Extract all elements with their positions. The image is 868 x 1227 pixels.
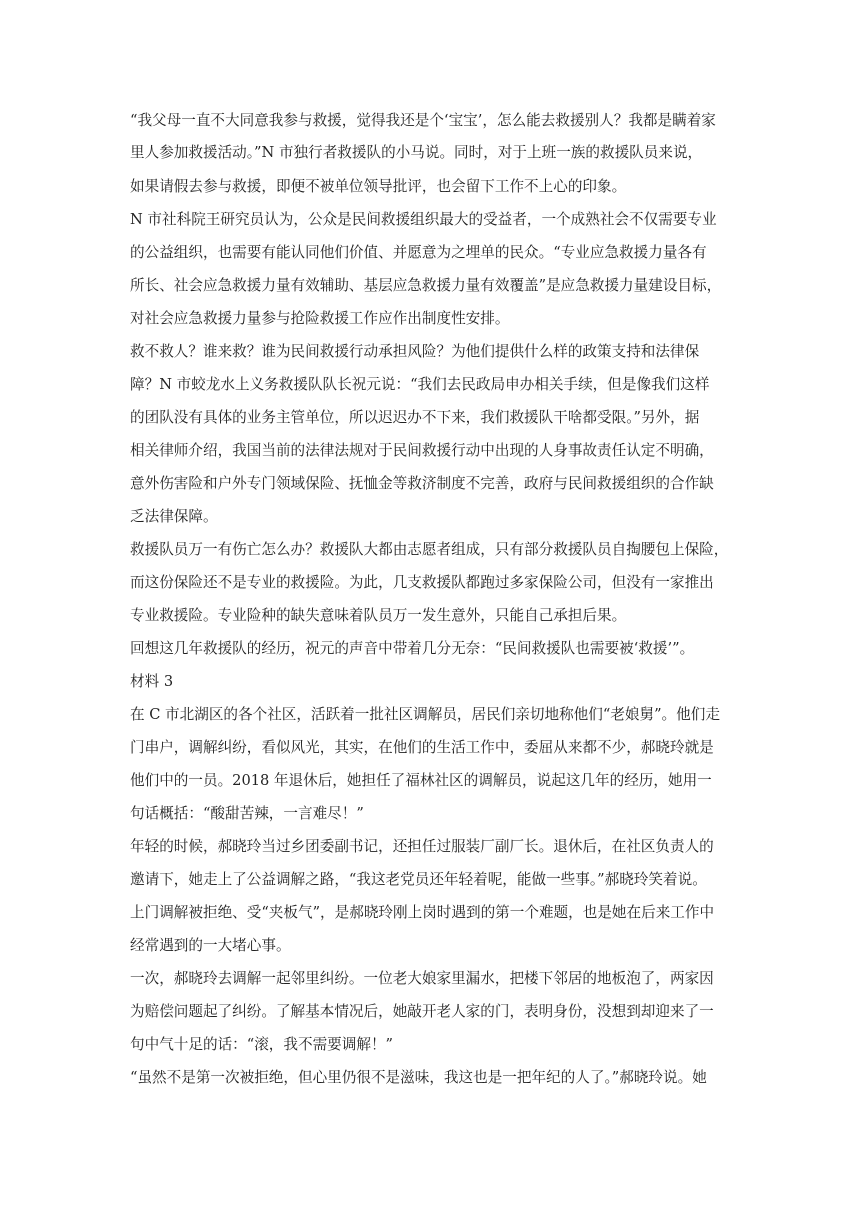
text-line: 乏法律保障。 xyxy=(130,508,218,525)
text-line: N 市社科院王研究员认为，公众是民间救援组织最大的受益者，一个成熟社会不仅需要专业 xyxy=(130,211,717,228)
text-line: 救不救人？谁来救？谁为民间救援行动承担风险？为他们提供什么样的政策支持和法律保 xyxy=(130,343,700,360)
section-heading: 材料 3 xyxy=(130,673,174,690)
text-line: 如果请假去参与救援，即便不被单位领导批评，也会留下工作不上心的印象。 xyxy=(130,178,627,195)
text-line: 为赔偿问题起了纠纷。了解基本情况后，她敲开老人家的门，表明身份，没想到却迎来了一 xyxy=(130,1003,714,1020)
text-line: 的团队没有具体的业务主管单位，所以迟迟办不下来，我们救援队干啥都受限。”另外，据 xyxy=(130,409,700,426)
text-line: 经常遇到的一大堵心事。 xyxy=(130,937,291,954)
text-line: 救援队员万一有伤亡怎么办？救援队大都由志愿者组成，只有部分救援队员自掏腰包上保险， xyxy=(130,541,729,558)
text-line: 邀请下，她走上了公益调解之路，“我这老党员还年轻着呢，能做一些事。”郝晓玲笑着说。 xyxy=(130,871,707,888)
text-line: 障？N 市蛟龙水上义务救援队队长祝元说：“我们去民政局申办相关手续，但是像我们这样 xyxy=(130,376,710,393)
text-line: 年轻的时候，郝晓玲当过乡团委副书记，还担任过服装厂副厂长。退休后，在社区负责人的 xyxy=(130,838,714,855)
text-line: 所长、社会应急救援力量有效辅助、基层应急救援力量有效覆盖”是应急救援力量建设目标， xyxy=(130,277,722,294)
text-line: 相关律师介绍，我国当前的法律法规对于民间救援行动中出现的人身事故责任认定不明确， xyxy=(130,442,714,459)
text-line: “虽然不是第一次被拒绝，但心里仍很不是滋味，我这也是一把年纪的人了。”郝晓玲说。她 xyxy=(130,1069,707,1086)
text-line: 一次，郝晓玲去调解一起邻里纠纷。一位老大娘家里漏水，把楼下邻居的地板泡了，两家因 xyxy=(130,970,714,987)
text-line: 的公益组织，也需要有能认同他们价值、并愿意为之埋单的民众。“专业应急救援力量各有 xyxy=(130,244,707,261)
text-line: “我父母一直不大同意我参与救援，觉得我还是个‘宝宝’，怎么能去救援别人？我都是瞒着家 xyxy=(130,112,716,129)
text-line: 对社会应急救援力量参与抢险救援工作应作出制度性安排。 xyxy=(130,310,510,327)
text-line: 而这份保险还不是专业的救援险。为此，几支救援队都跑过多家保险公司，但没有一家推出 xyxy=(130,574,714,591)
text-line: 门串户，调解纠纷，看似风光，其实，在他们的生活工作中，委屈从来都不少，郝晓玲就是 xyxy=(130,739,714,756)
text-line: 回想这几年救援队的经历，祝元的声音中带着几分无奈：“民间救援队也需要被‘救援’”。 xyxy=(130,640,695,657)
text-line: 里人参加救援活动。”N 市独行者救援队的小马说。同时，对于上班一族的救援队员来说， xyxy=(130,144,703,161)
text-line: 上门调解被拒绝、受“夹板气”，是郝晓玲刚上岗时遇到的第一个难题，也是她在后来工作中 xyxy=(130,904,715,921)
text-line: 他们中的一员。2018 年退休后，她担任了福林社区的调解员，说起这几年的经历，她用一 xyxy=(130,772,712,789)
text-line: 专业救援险。专业险种的缺失意味着队员万一发生意外，只能自己承担后果。 xyxy=(130,607,627,624)
text-line: 在 C 市北湖区的各个社区，活跃着一批社区调解员，居民们亲切地称他们“老娘舅”。他们走 xyxy=(130,706,720,723)
text-line: 意外伤害险和户外专门领域保险、抚恤金等救济制度不完善，政府与民间救援组织的合作缺 xyxy=(130,475,714,492)
text-line: 句中气十足的话：“滚，我不需要调解！” xyxy=(130,1036,394,1053)
text-line: 句话概括：“酸甜苦辣，一言难尽！” xyxy=(130,805,364,822)
